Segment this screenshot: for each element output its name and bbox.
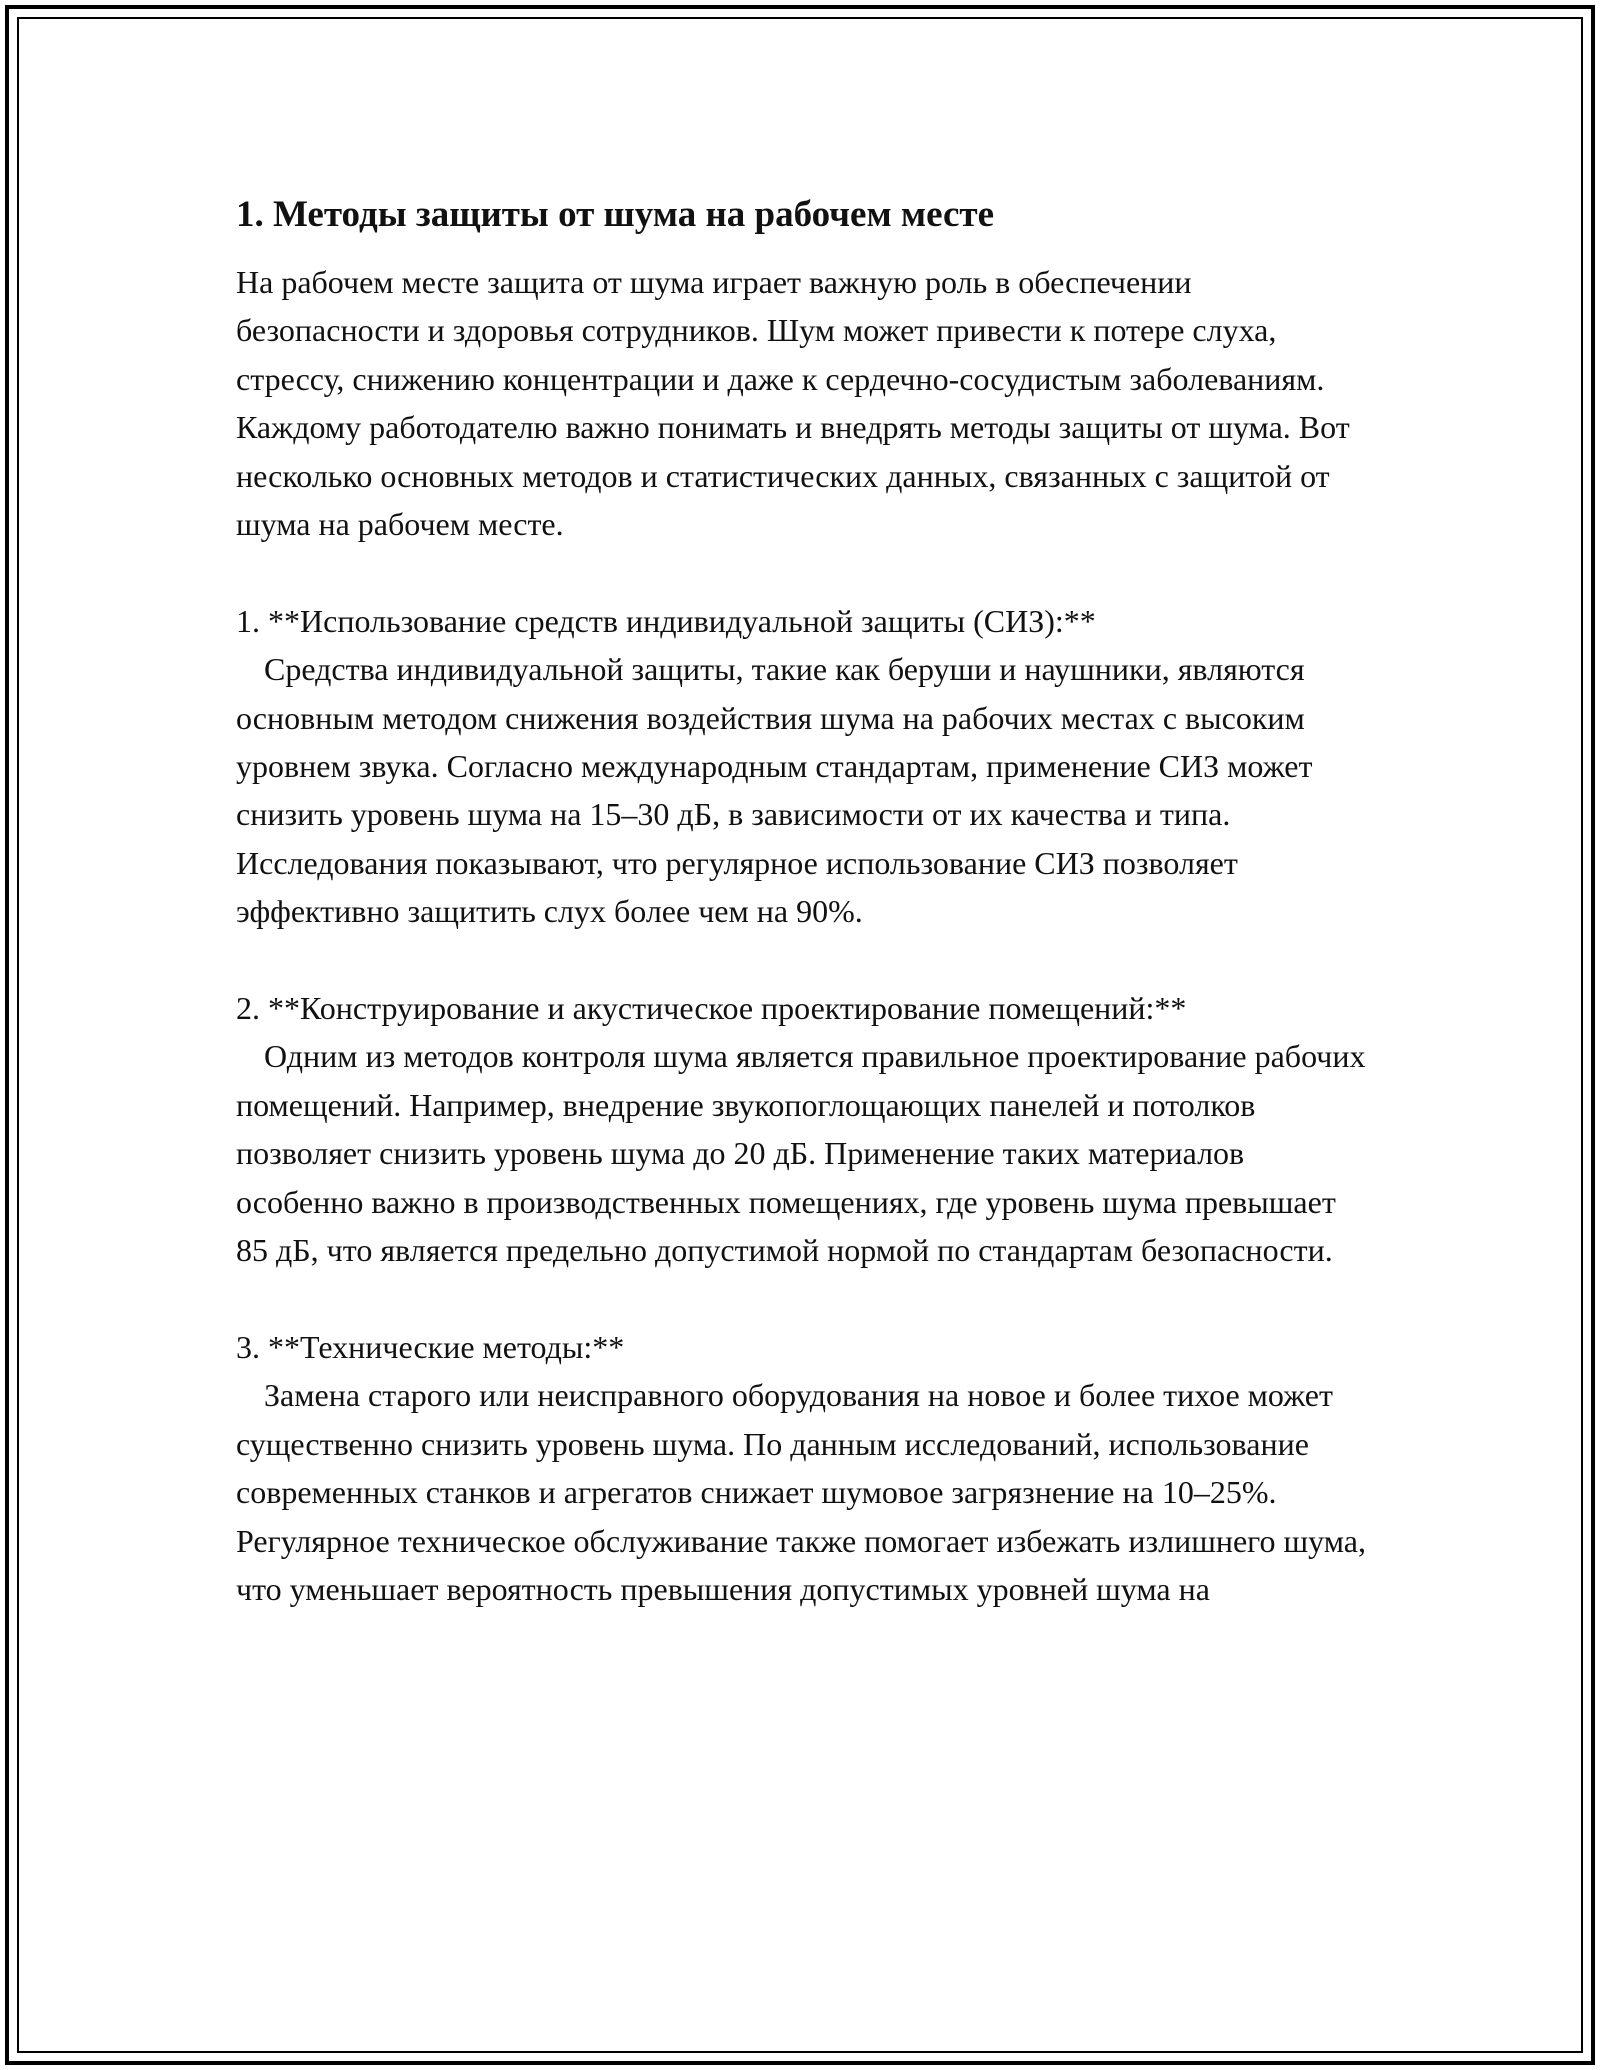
section-heading: 3. **Технические методы:** [236, 1328, 625, 1365]
document-title: 1. Методы защиты от шума на рабочем месте [236, 194, 994, 235]
section-body: Одним из методов контроля шума является правильное проектирование рабочих помещений. Например, внедрение звукопоглощающих панелей и потолков позволяет снизить уровень шума до 20 дБ. Применение таких материалов особенно важно в производственных помещениях, где уровень шума превышает 85 дБ, что является предельно допустимой нормой по стандартам безопасности. [236, 1038, 1366, 1269]
section-1 [236, 597, 1366, 936]
section-heading: 2. **Конструирование и акустическое проектирование помещений:** [236, 990, 1187, 1027]
section-body: Средства индивидуальной защиты, такие как беруши и наушники, являются основным методом снижения воздействия шума на рабочих местах с высоким уровнем звука. Согласно международным стандартам, применение СИЗ может снизить уровень шума на 15–30 дБ, в зависимости от их качества и типа. Исследования показывают, что регулярное использование СИЗ позволяет эффективно защитить слух более чем на 90%. [236, 651, 1313, 930]
section-body: Замена старого или неисправного оборудования на новое и более тихое может существенно снизить уровень шума. По данным исследований, использование современных станков и агрегатов снижает шумовое загрязнение на 10–25%. Регулярное техническое обслуживание также помогает избежать излишнего шума, что уменьшает вероятность превышения допустимых уровней шума на [236, 1377, 1366, 1607]
document-content [236, 190, 1366, 1613]
section-2 [236, 984, 1366, 1274]
section-3 [236, 1323, 1366, 1613]
intro-paragraph: На рабочем месте защита от шума играет важную роль в обеспечении безопасности и здоровья сотрудников. Шум может привести к потере слуха, стрессу, снижению концентрации и даже к сердечно-сосудистым заболеваниям. Каждому работодателю важно понимать и внедрять методы защиты от шума. Вот несколько основных методов и статистических данных, связанных с защитой от шума на рабочем месте. [236, 264, 1350, 543]
section-heading: 1. **Использование средств индивидуальной защиты (СИЗ):** [236, 602, 1096, 639]
